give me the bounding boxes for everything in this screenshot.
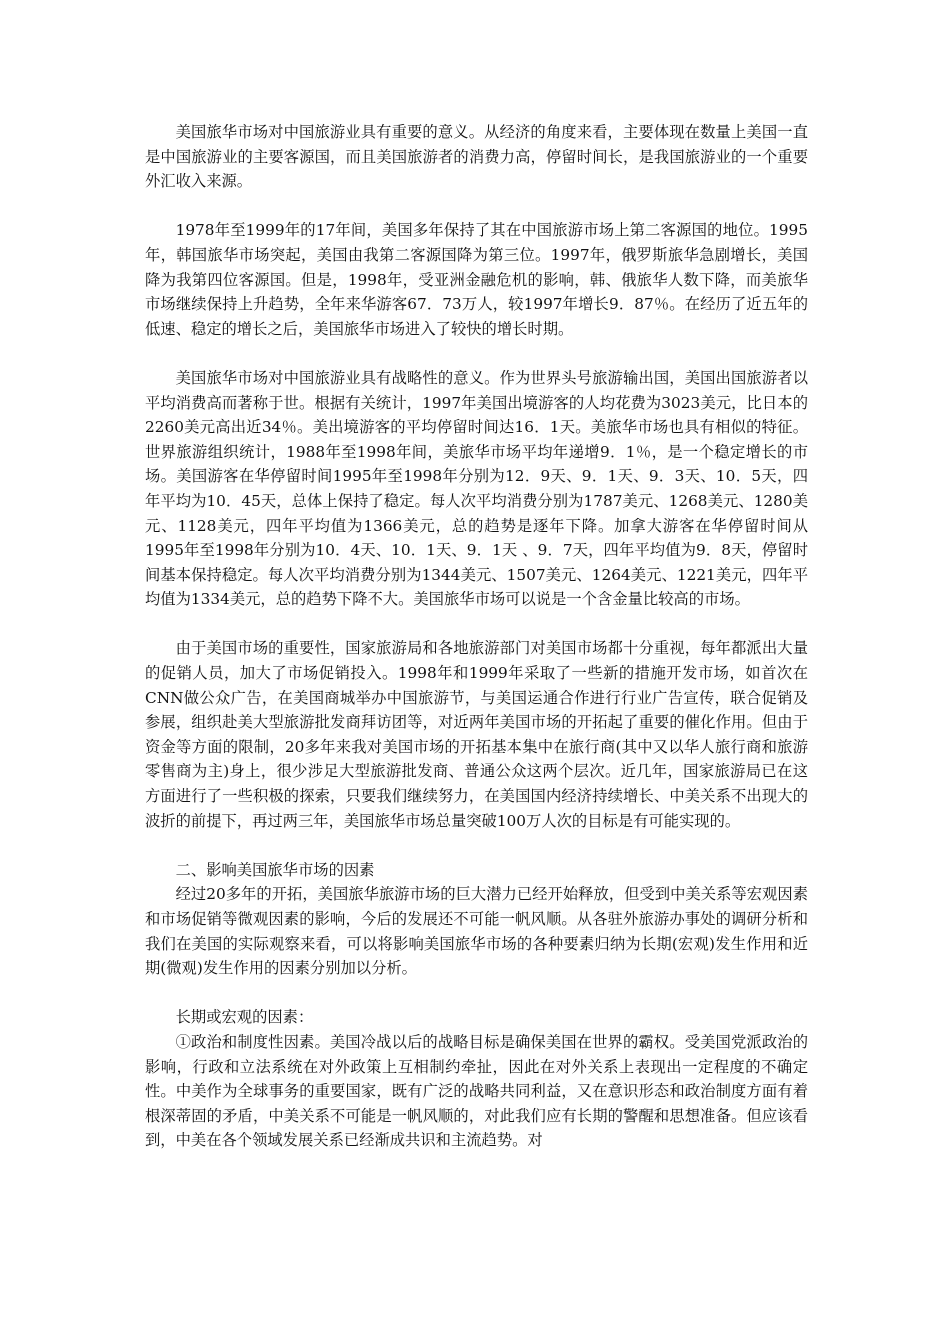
- paragraph-3: 美国旅华市场对中国旅游业具有战略性的意义。作为世界头号旅游输出国，美国出国旅游者以平均消费高而著称于世。根据有关统计，1997年美国出境游客的人均花费为3023美元，比日本的2260美元高出近34％。美出境游客的平均停留时间达16．1天。美旅华市场也具有相似的特征。世界旅游组织统计，1988年至1998年间，美旅华市场平均年递增9．1％，是一个稳定增长的市场。美国游客在华停留时间1995年至1998年分别为12．9天、9．1天、9．3天、10．5天，四年平均为10．45天，总体上保持了稳定。每人次平均消费分别为1787美元、1268美元、1280美元、1128美元，四年平均值为1366美元，总的趋势是逐年下降。加拿大游客在华停留时间从1995年至1998年分别为10．4天、10．1天、9．1天 、9．7天，四年平均值为9．8天，停留时间基本保持稳定。每人次平均消费分别为1344美元、1507美元、1264美元、1221美元，四年平均值为1334美元，总的趋势下降不大。美国旅华市场可以说是一个含金量比较高的市场。: [145, 368, 808, 609]
- paragraph-4: 由于美国市场的重要性，国家旅游局和各地旅游部门对美国市场都十分重视，每年都派出大量的促销人员，加大了市场促销投入。1998年和1999年采取了一些新的措施开发市场，如首次在CNN做公众广告，在美国商城举办中国旅游节，与美国运通合作进行行业广告宣传，联合促销及参展，组织赴美大型旅游批发商拜访团等，对近两年美国市场的开拓起了重要的催化作用。但由于资金等方面的限制，20多年来我对美国市场的开拓基本集中在旅行商(其中又以华人旅行商和旅游零售商为主)身上，很少涉足大型旅游批发商、普通公众这两个层次。近几年，国家旅游局已在这方面进行了一些积极的探索，只要我们继续努力，在美国国内经济持续增长、中美关系不出现大的波折的前提下，再过两三年，美国旅华市场总量突破100万人次的目标是有可能实现的。: [145, 639, 808, 830]
- paragraph-2: 1978年至1999年的17年间，美国多年保持了其在中国旅游市场上第二客源国的地位。1995年，韩国旅华市场突起，美国由我第二客源国降为第三位。1997年，俄罗斯旅华急剧增长，美国降为我第四位客源国。但是，1998年，受亚洲金融危机的影响，韩、俄旅华人数下降，而美旅华市场继续保持上升趋势，全年来华游客67．73万人，较1997年增长9．87％。在经历了近五年的低速、稳定的增长之后，美国旅华市场进入了较快的增长时期。: [145, 221, 808, 338]
- paragraph-1: 美国旅华市场对中国旅游业具有重要的意义。从经济的角度来看，主要体现在数量上美国一直是中国旅游业的主要客源国，而且美国旅游者的消费力高，停留时间长，是我国旅游业的一个重要外汇收入来源。: [145, 123, 808, 191]
- document-body: [145, 120, 808, 1153]
- section-heading: 二、影响美国旅华市场的因素: [175, 860, 375, 879]
- paragraph-5: 经过20多年的开拓，美国旅华旅游市场的巨大潜力已经开始释放，但受到中美关系等宏观因素和市场促销等微观因素的影响，今后的发展还不可能一帆风顺。从各驻外旅游办事处的调研分析和我们在美国的实际观察来看，可以将影响美国旅华市场的各种要素归纳为长期(宏观)发生作用和近期(微观)发生作用的因素分别加以分析。: [145, 885, 808, 978]
- subheading-long-term-factors: 长期或宏观的因素：: [175, 1008, 314, 1027]
- paragraph-6: ①政治和制度性因素。美国冷战以后的战略目标是确保美国在世界的霸权。受美国党派政治的影响，行政和立法系统在对外政策上互相制约牵扯，因此在对外关系上表现出一定程度的不确定性。中美作为全球事务的重要国家，既有广泛的战略共同利益，又在意识形态和政治制度方面有着根深蒂固的矛盾，中美关系不可能是一帆风顺的，对此我们应有长期的警醒和思想准备。但应该看到，中美在各个领域发展关系已经渐成共识和主流趋势。对: [145, 1032, 808, 1150]
